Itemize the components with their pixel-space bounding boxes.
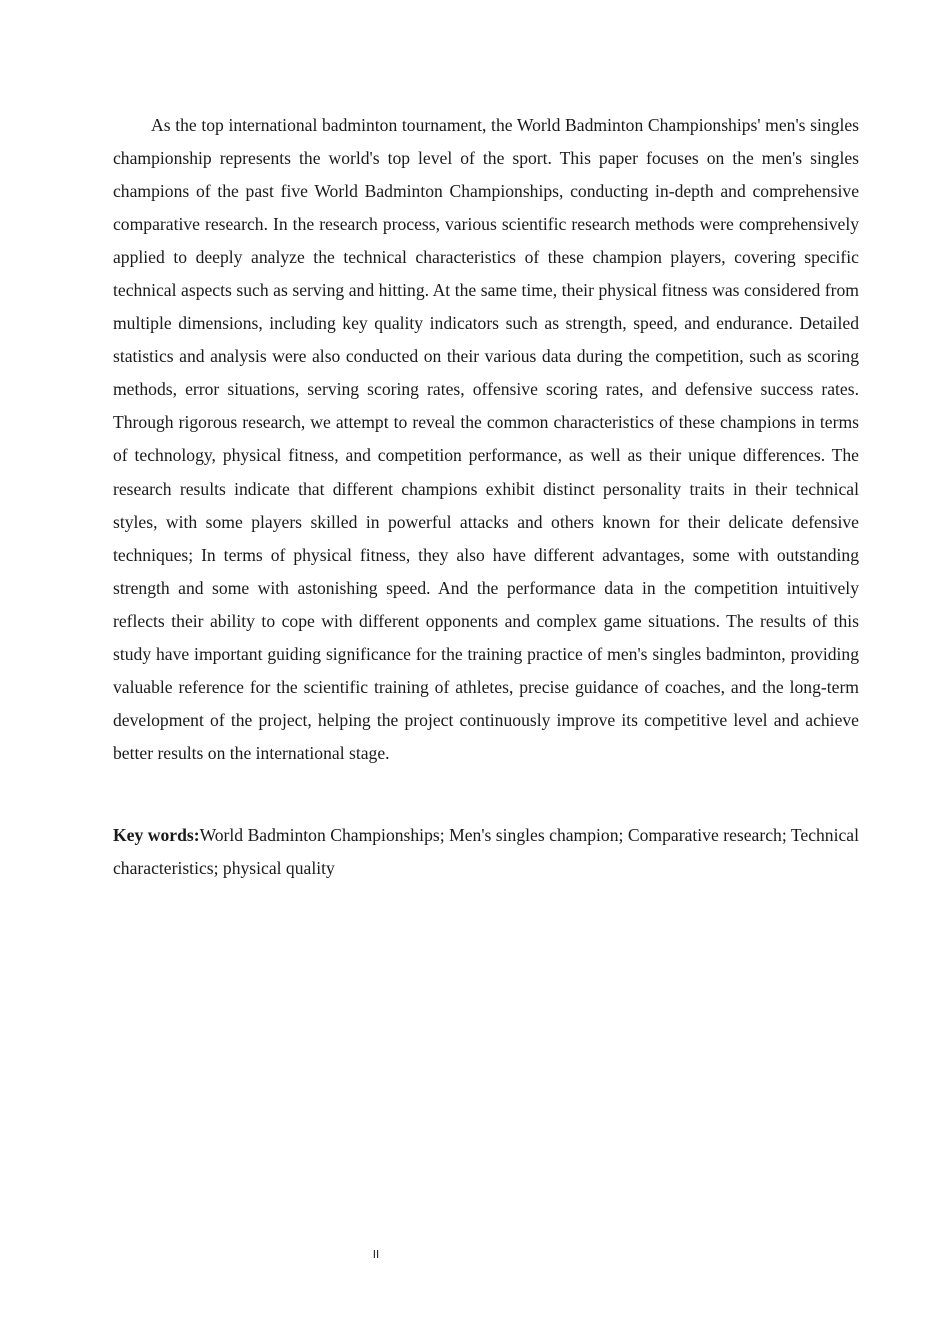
abstract-paragraph: As the top international badminton tournament, the World Badminton Championships' men's singles championship represents the world's top level of the sport. This paper focuses on the men's singles champions of the past five World Badminton Championships, conducting in-depth and comprehensive comparative research. In the research process, various scientific research methods were comprehensively applied to deeply analyze the technical characteristics of these champion players, covering specific technical aspects such as serving and hitting. At the same time, their physical fitness was considered from multiple dimensions, including key quality indicators such as strength, speed, and endurance. Detailed statistics and analysis were also conducted on their various data during the competition, such as scoring methods, error situations, serving scoring rates, offensive scoring rates, and defensive success rates. Through rigorous research, we attempt to reveal the common characteristics of these champions in terms of technology, physical fitness, and competition performance, as well as their unique differences. The research results indicate that different champions exhibit distinct personality traits in their technical styles, with some players skilled in powerful attacks and others known for their delicate defensive techniques; In terms of physical fitness, they also have different advantages, some with outstanding strength and some with astonishing speed. And the performance data in the competition intuitively reflects their ability to cope with different opponents and complex game situations. The results of this study have important guiding significance for the training practice of men's singles badminton, providing valuable reference for the scientific training of athletes, precise guidance of coaches, and the long-term development of the project, helping the project continuously improve its competitive level and achieve better results on the international stage. — [113, 115, 859, 763]
page-number: II — [372, 1248, 380, 1261]
keywords-label: Key words: — [113, 825, 200, 845]
keywords-text: World Badminton Championships; Men's singles champion; Comparative research; Technical characteristics; physical quality — [113, 825, 859, 879]
keywords-paragraph — [113, 819, 859, 885]
